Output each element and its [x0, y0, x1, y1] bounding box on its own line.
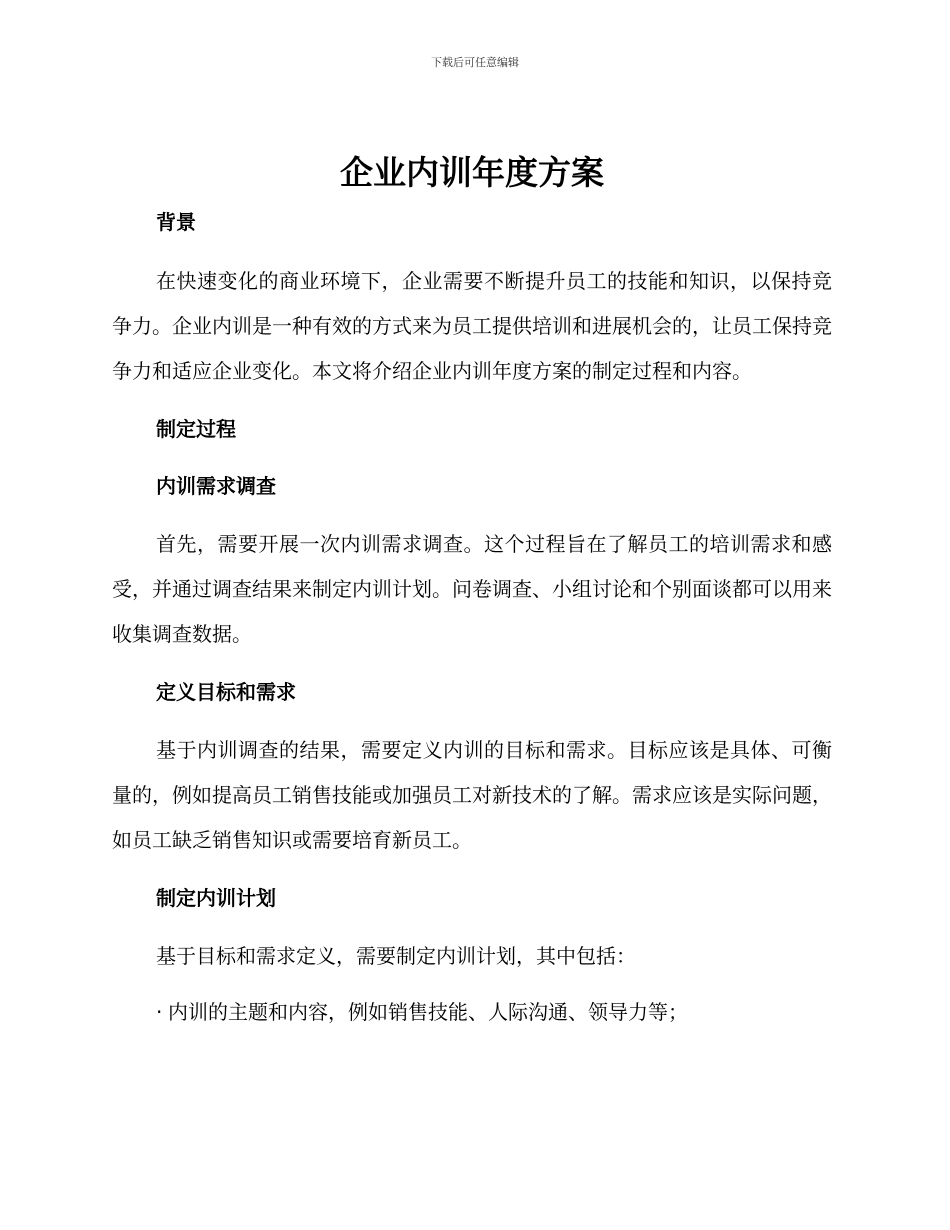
- document-body: [112, 150, 832, 1035]
- paragraph-background: 在快速变化的商业环境下，企业需要不断提升员工的技能和知识，以保持竞争力。企业内训是一种有效的方式来为员工提供培训和进展机会的，让员工保持竞争力和适应企业变化。本文将介绍企业内训年度方案的制定过程和内容。: [112, 269, 832, 383]
- list-item-text: 内训的主题和内容，例如销售技能、人际沟通、领导力等；: [168, 1000, 688, 1024]
- paragraph-goals: 基于内训调查的结果，需要定义内训的目标和需求。目标应该是具体、可衡量的，例如提高员工销售技能或加强员工对新技术的了解。需求应该是实际问题，如员工缺乏销售知识或需要培育新员工。: [112, 738, 832, 852]
- bullet-marker: ·: [156, 1000, 163, 1024]
- page-header-note: 下载后可任意编辑: [431, 56, 519, 69]
- paragraph-needs-survey: 首先，需要开展一次内训需求调查。这个过程旨在了解员工的培训需求和感受，并通过调查结果来制定内训计划。问卷调查、小组讨论和个别面谈都可以用来收集调查数据。: [112, 532, 832, 646]
- section-heading-needs-survey: 内训需求调查: [156, 474, 276, 498]
- section-heading-goals: 定义目标和需求: [156, 680, 296, 704]
- paragraph-plan: 基于目标和需求定义，需要制定内训计划，其中包括：: [156, 944, 636, 968]
- section-heading-process: 制定过程: [156, 417, 236, 441]
- list-item: [112, 990, 832, 1035]
- document-title: 企业内训年度方案: [340, 153, 604, 192]
- section-heading-background: 背景: [156, 210, 196, 234]
- section-heading-plan: 制定内训计划: [156, 886, 276, 910]
